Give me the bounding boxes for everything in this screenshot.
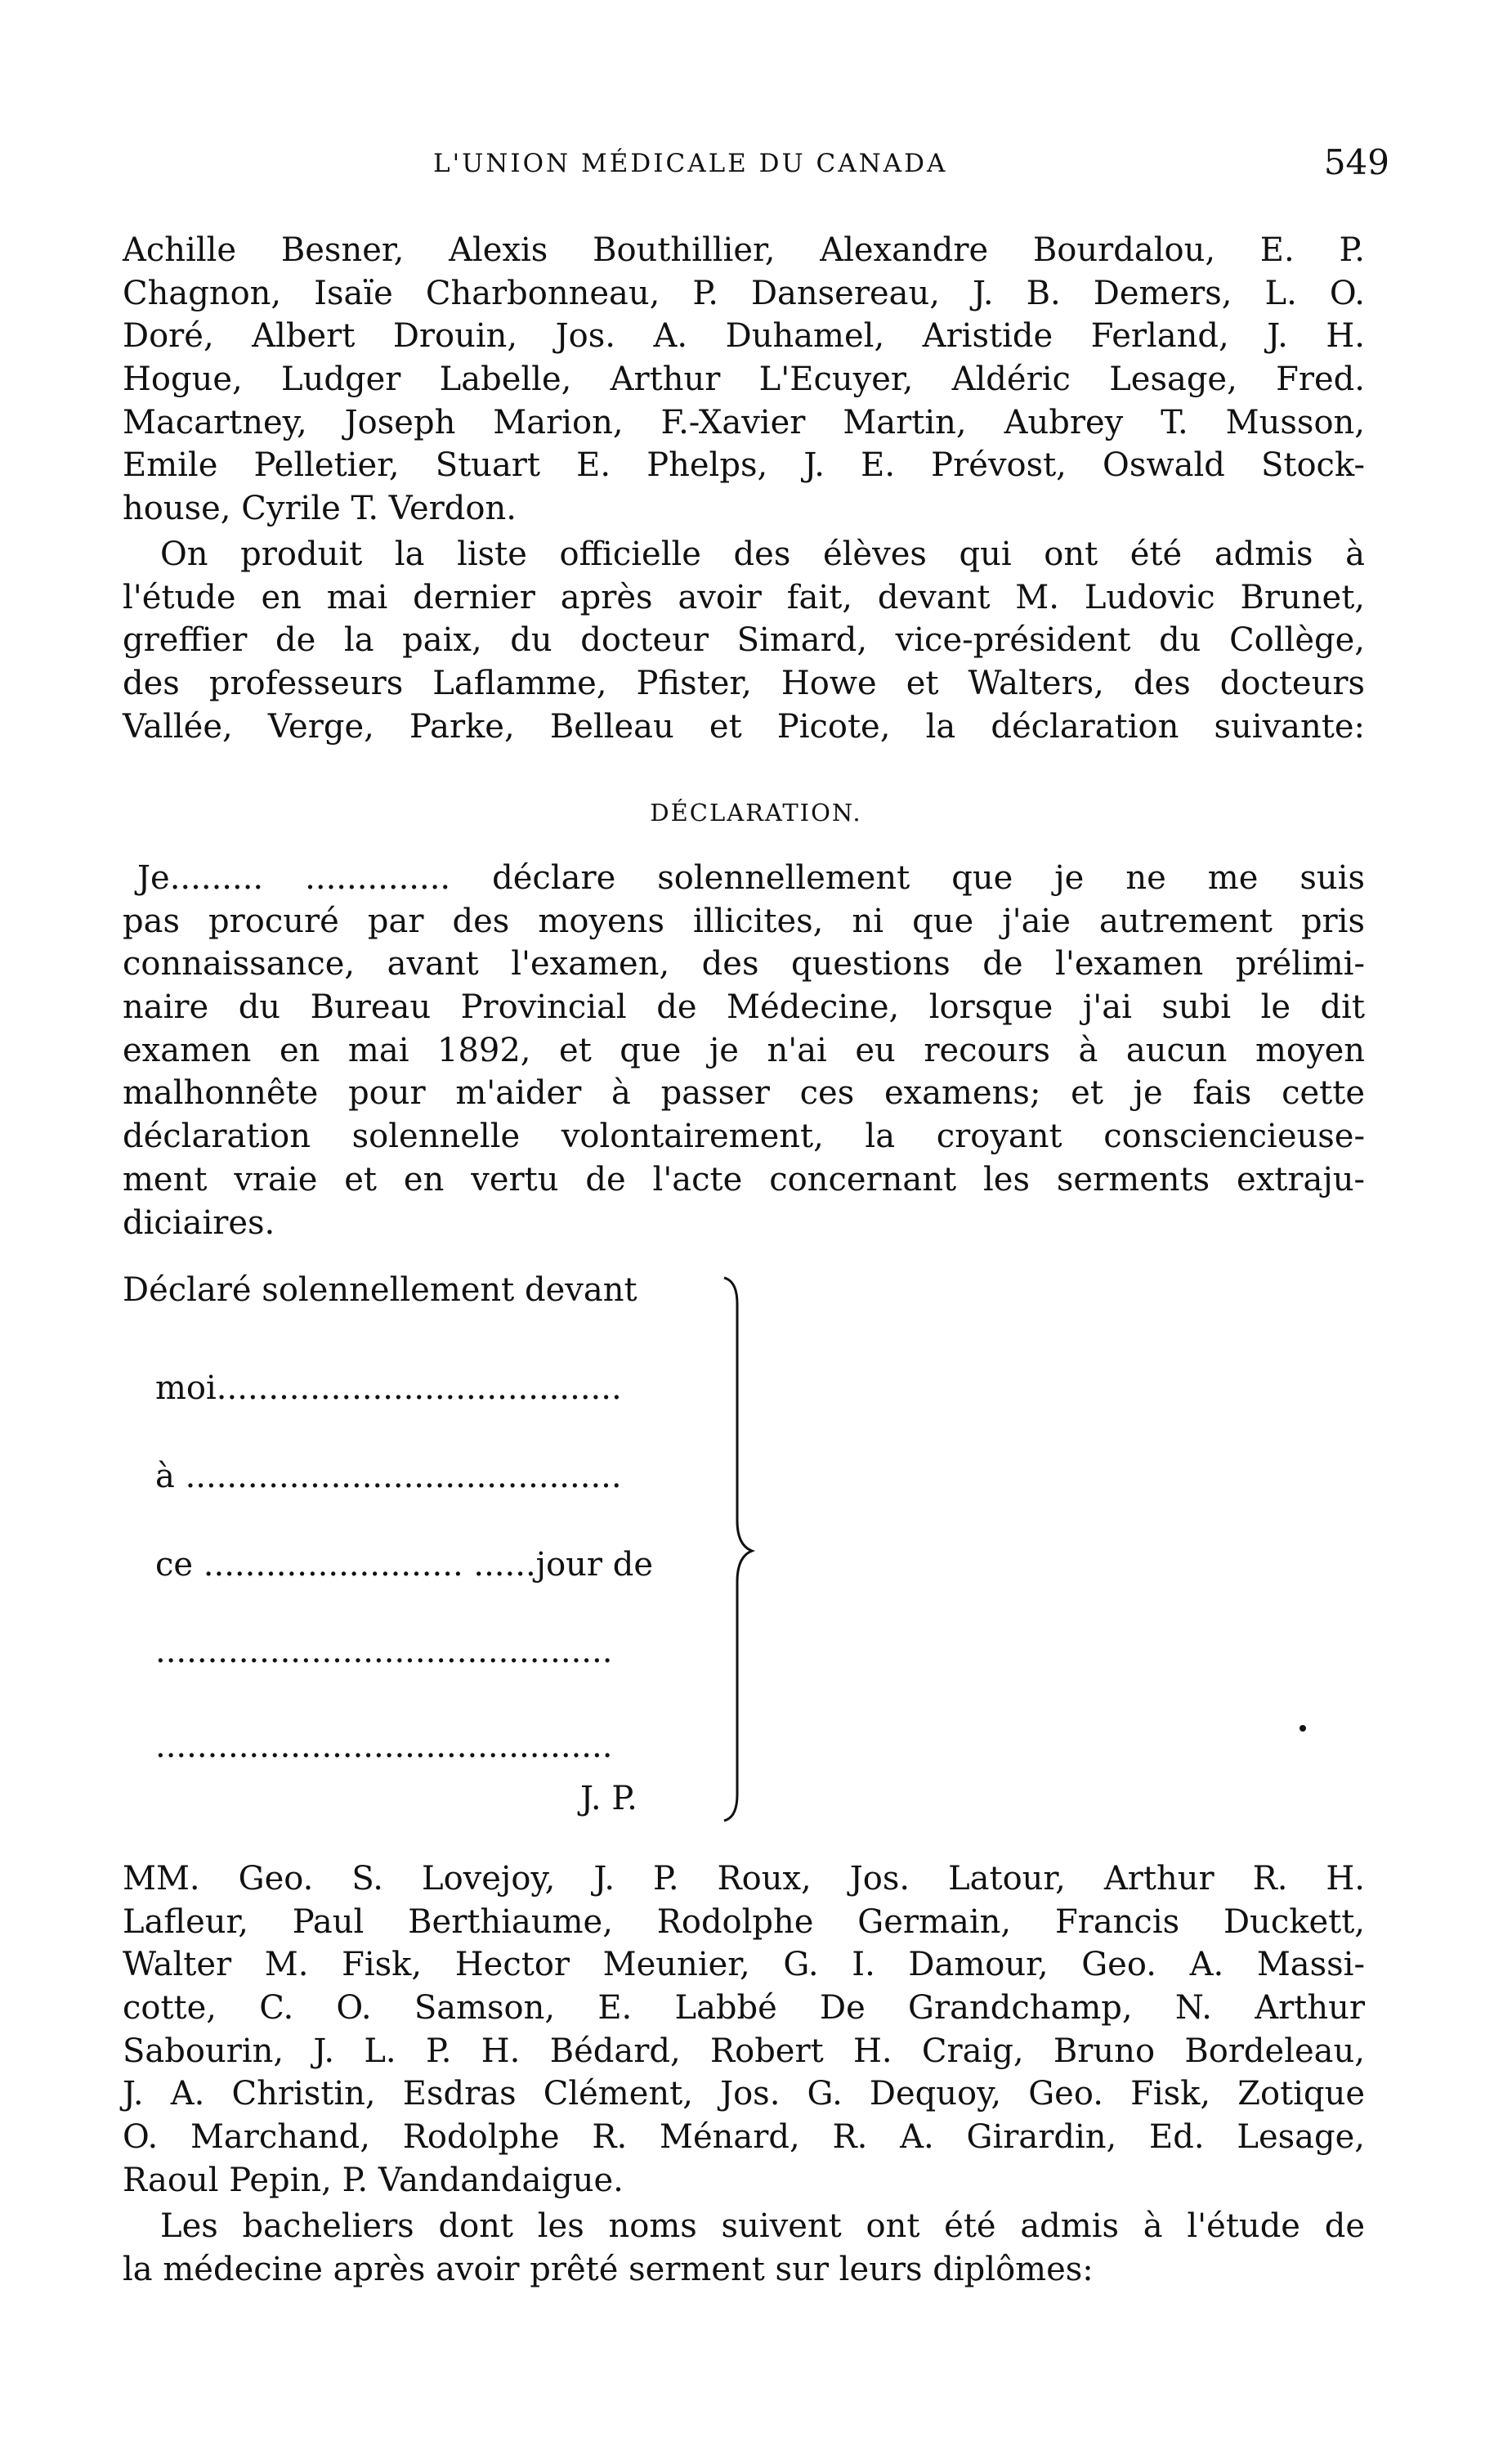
text-line: diciaires.: [123, 1203, 275, 1242]
journal-title: L'UNION MÉDICALE DU CANADA: [433, 149, 948, 178]
jp-signature: J. P.: [580, 1780, 637, 1817]
text-line: Raoul Pepin, P. Vandandaigue.: [123, 2161, 624, 2199]
form-line-a: à ..........................................: [155, 1458, 622, 1495]
text-line: Doré, Albert Drouin, Jos. A. Duhamel, Aristide Ferland, J. H.: [123, 317, 1365, 356]
text-line: greffier de la paix, du docteur Simard, vice-président du Collège,: [123, 621, 1365, 660]
text-line: la médecine après avoir prêté serment sur leurs diplômes:: [123, 2250, 1094, 2288]
mm-paragraph: [123, 1857, 1365, 2202]
text-line: Macartney, Joseph Marion, F.-Xavier Martin, Aubrey T. Musson,: [123, 403, 1365, 441]
text-line: Walter M. Fisk, Hector Meunier, G. I. Damour, Geo. A. Massi-: [123, 1946, 1365, 1984]
form-line-blank: ............................................: [155, 1727, 613, 1765]
bacheliers-paragraph: [123, 2205, 1365, 2291]
text-line: Hogue, Ludger Labelle, Arthur L'Ecuyer, Aldéric Lesage, Fred.: [123, 361, 1365, 399]
text-line: Chagnon, Isaïe Charbonneau, P. Dansereau, J. B. Demers, L. O.: [123, 274, 1365, 312]
text-line: J. A. Christin, Esdras Clément, Jos. G. Dequoy, Geo. Fisk, Zotique: [123, 2075, 1365, 2113]
page-number: 549: [1323, 142, 1389, 182]
form-header: Déclaré solennellement devant: [123, 1271, 637, 1309]
form-line-moi: moi.......................................: [155, 1369, 622, 1407]
text-line: naire du Bureau Provincial de Médecine, lorsque j'ai subi le dit: [123, 988, 1365, 1027]
text-line: On produit la liste officielle des élèves qui ont été admis à: [160, 535, 1365, 573]
text-line: Les bacheliers dont les noms suivent ont été admis à l'étude de: [160, 2207, 1365, 2245]
form-brace: [719, 1271, 768, 1827]
text-line: examen en mai 1892, et que je n'ai eu recours à aucun moyen: [123, 1031, 1365, 1069]
text-line: ment vraie et en vertu de l'acte concernant les serments extraju-: [123, 1160, 1365, 1199]
text-line: cotte, C. O. Samson, E. Labbé De Grandchamp, N. Arthur: [123, 1989, 1365, 2028]
text-line: Je......... .............. déclare solennellement que je ne me suis: [137, 859, 1365, 897]
text-line: déclaration solennelle volontairement, la croyant consciencieuse-: [123, 1118, 1365, 1156]
form-line-ce: ce ......................... ......jour de: [155, 1546, 654, 1584]
stray-dot: [1300, 1725, 1306, 1732]
running-head: [123, 142, 1389, 206]
form-line-blank: ............................................: [155, 1633, 613, 1670]
text-line: malhonnête pour m'aider à passer ces examens; et je fais cette: [123, 1074, 1365, 1113]
text-line: l'étude en mai dernier après avoir fait, devant M. Ludovic Brunet,: [123, 578, 1365, 616]
names-paragraph: [123, 229, 1365, 531]
text-line: O. Marchand, Rodolphe R. Ménard, R. A. Girardin, Ed. Lesage,: [123, 2118, 1365, 2157]
text-line: MM. Geo. S. Lovejoy, J. P. Roux, Jos. Latour, Arthur R. H.: [123, 1860, 1365, 1898]
text-line: connaissance, avant l'examen, des questions de l'examen prélimi-: [123, 945, 1365, 984]
text-line: Emile Pelletier, Stuart E. Phelps, J. E. Prévost, Oswald Stock-: [123, 446, 1365, 485]
text-line: house, Cyrile T. Verdon.: [123, 490, 517, 528]
text-line: pas procuré par des moyens illicites, ni que j'aie autrement pris: [123, 902, 1365, 940]
text-line: Achille Besner, Alexis Bouthillier, Alexandre Bourdalou, E. P.: [123, 231, 1365, 269]
text-line: Sabourin, J. L. P. H. Bédard, Robert H. Craig, Bruno Bordeleau,: [123, 2032, 1365, 2070]
text-line: Vallée, Verge, Parke, Belleau et Picote, la déclaration suivante:: [123, 707, 1365, 746]
intro-paragraph: [123, 533, 1365, 748]
declaration-text: [123, 857, 1365, 1244]
text-line: Lafleur, Paul Berthiaume, Rodolphe Germain, Francis Duckett,: [123, 1902, 1365, 1941]
declaration-heading: DÉCLARATION.: [650, 799, 862, 827]
text-line: des professeurs Laflamme, Pfister, Howe et Walters, des docteurs: [123, 665, 1365, 703]
